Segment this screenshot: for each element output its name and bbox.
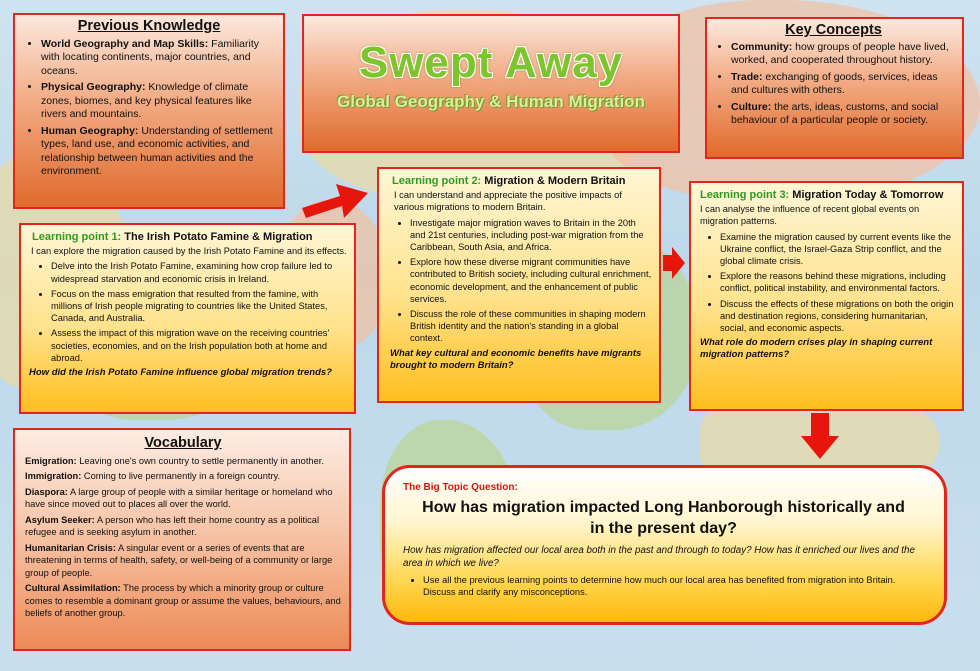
vocabulary-item: Immigration: Coming to live permanently in a foreign country. [25, 471, 281, 481]
learning-point-1-heading: Learning point 1: The Irish Potato Famine & Migration [32, 231, 313, 243]
key-concepts-heading: Key Concepts [785, 22, 882, 38]
page-title: Swept Away [358, 38, 624, 87]
learning-point-2-list [386, 217, 653, 345]
vocabulary-item: Diaspora: A large group of people with a similar heritage or homeland who have since moved out to places all over the world. [25, 486, 333, 509]
list-item: • Culture: the arts, ideas, customs, and social behaviour of a particular people or society. [731, 101, 954, 128]
vocabulary-panel [13, 428, 351, 651]
key-concepts-list [713, 41, 954, 128]
learning-point-3-panel [689, 181, 964, 411]
arrow-right-icon [300, 178, 370, 222]
list-item: • Examine the migration caused by current events like the Ukraine conflict, the Israel-Gaza Strip conflict, and the global climate crisis. [720, 231, 956, 268]
list-item: • Human Geography: Understanding of settlement types, land use, and economic activities, and relationship between human activities and the environment. [41, 125, 275, 179]
list-item: • Discuss the effects of these migrations on both the origin and destination regions, considering humanitarian, social, and economic aspects. [720, 298, 956, 335]
vocabulary-item: Asylum Seeker: A person who has left their home country as a political refugee and is seeking asylum in another. [25, 514, 320, 537]
vocabulary-item: Emigration: Leaving one's own country to settle permanently in another. [25, 455, 324, 466]
list-item: • Discuss the role of these communities in shaping modern British identity and the nation's standing in a global context. [410, 308, 653, 345]
vocabulary-item: Cultural Assimilation: The process by which a minority group or culture comes to resemble a dominant group or assume the values, behaviours, and beliefs of another group. [25, 583, 341, 618]
previous-knowledge-heading: Previous Knowledge [77, 18, 221, 34]
learning-point-3-heading: Learning point 3: Migration Today & Tomorrow [700, 189, 944, 201]
list-item: • World Geography and Map Skills: Familiarity with locating continents, major countries, and oceans. [41, 38, 275, 79]
learning-point-3-question: What role do modern crises play in shaping current migration patterns? [700, 337, 933, 361]
list-item: • Use all the previous learning points to determine how much our local area has benefited from migration into Britain. Discuss and clarify any misconceptions. [423, 574, 924, 598]
learning-point-3-list [698, 231, 956, 335]
list-item: • Explore the reasons behind these migrations, including conflict, political instability, and environmental factors. [720, 270, 956, 294]
list-item: • Delve into the Irish Potato Famine, examining how crop failure led to widespread starvation and economic crisis in Ireland. [51, 260, 347, 284]
vocabulary-heading: Vocabulary [144, 435, 222, 451]
list-item: • Investigate major migration waves to Britain in the 20th and 21st centuries, including post-war migration from the Caribbean, South Asia, and Africa. [410, 217, 653, 254]
list-item: • Assess the impact of this migration wave on the receiving countries' societies, economies, and on the Irish population both at home and abroad. [51, 327, 347, 364]
key-concepts-panel [705, 17, 964, 159]
big-topic-question-text: How has migration impacted Long Hanborough historically and in the present day? [422, 499, 905, 537]
learning-point-1-panel [19, 223, 356, 414]
big-topic-question-list [403, 574, 924, 598]
learning-point-2-question: What key cultural and economic benefits have migrants brought to modern Britain? [390, 347, 642, 371]
learning-point-1-question: How did the Irish Potato Famine influence global migration trends? [29, 367, 332, 379]
previous-knowledge-panel [13, 13, 285, 209]
learning-point-3-intro: I can analyse the influence of recent global events on migration patterns. [700, 204, 920, 227]
vocabulary-item: Humanitarian Crisis: A singular event or a series of events that are threatening in terms of health, safety, or well-being of a community or large group of people. [25, 542, 333, 578]
big-topic-question-sub: How has migration affected our local area both in the past and through to today? How has it enriched our lives and the area in which we live? [403, 545, 915, 569]
list-item: • Trade: exchanging of goods, services, ideas and cultures with others. [731, 71, 954, 98]
big-topic-question-label: The Big Topic Question: [403, 482, 518, 493]
learning-point-2-panel [377, 167, 661, 403]
arrow-down-icon [800, 412, 840, 460]
learning-point-1-intro: I can explore the migration caused by the Irish Potato Famine and its effects. [31, 246, 347, 257]
title-panel [302, 14, 680, 153]
learning-point-2-heading: Learning point 2: Migration & Modern Britain [392, 175, 626, 187]
learning-point-1-list [29, 260, 347, 364]
previous-knowledge-list [23, 38, 275, 179]
arrow-right-icon [662, 246, 686, 280]
list-item: • Community: how groups of people have lived, worked, and cooperated throughout history. [731, 41, 954, 68]
big-topic-question-panel [382, 465, 947, 625]
list-item: • Explore how these diverse migrant communities have contributed to British society, including cultural enrichment, economic development, and the enhancement of public services. [410, 256, 653, 305]
vocabulary-list [25, 455, 341, 620]
list-item: • Focus on the mass emigration that resulted from the famine, with millions of Irish people migrating to countries like the United States, Canada, and Australia. [51, 288, 347, 325]
learning-point-2-intro: I can understand and appreciate the positive impacts of various migrations to modern Britain. [394, 190, 622, 213]
list-item: • Physical Geography: Knowledge of climate zones, biomes, and key physical features like rivers and mountains. [41, 81, 275, 122]
page-subtitle: Global Geography & Human Migration [337, 92, 645, 111]
